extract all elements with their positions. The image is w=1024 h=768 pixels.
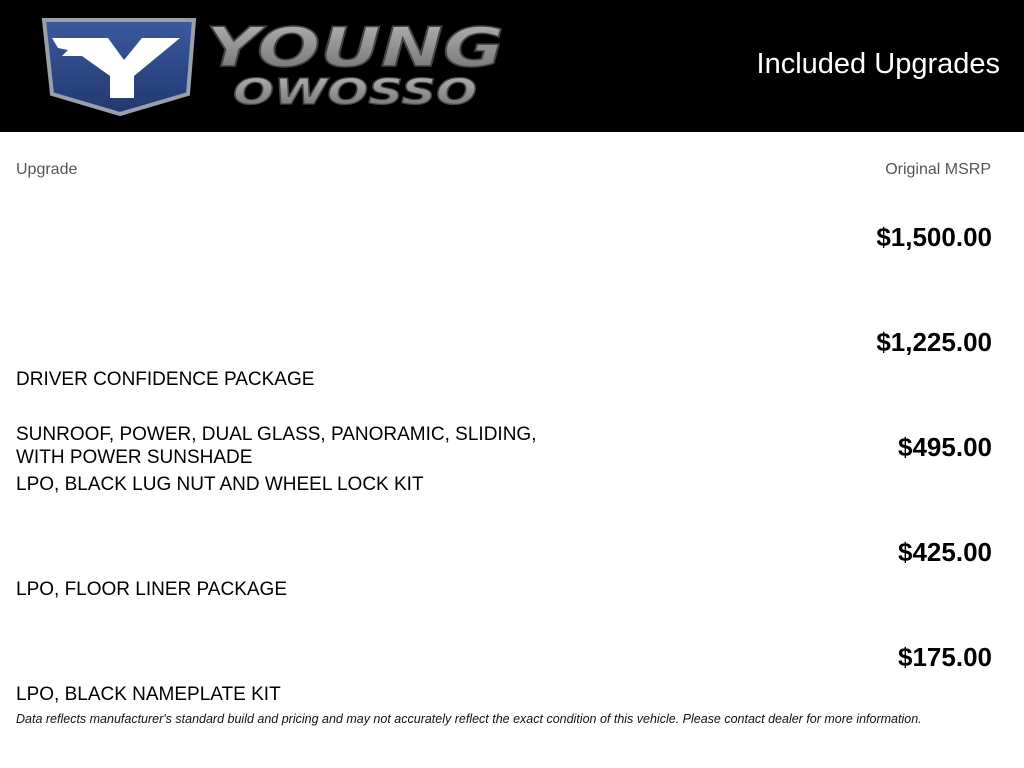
table-row xyxy=(0,305,1024,405)
column-header-upgrade: Upgrade xyxy=(16,161,78,178)
table-row xyxy=(0,515,1024,615)
table-row xyxy=(0,620,1024,720)
logo-text-owosso: OWOSSO xyxy=(233,72,477,113)
page-title: Included Upgrades xyxy=(756,48,1000,80)
upgrade-price: $1,500.00 xyxy=(876,222,992,252)
upgrade-price: $425.00 xyxy=(898,537,992,567)
logo-text-young: YOUNG xyxy=(206,16,504,79)
upgrade-price: $1,225.00 xyxy=(876,327,992,357)
upgrade-name: LPO, BLACK LUG NUT AND WHEEL LOCK KIT xyxy=(16,474,424,495)
upgrade-price: $495.00 xyxy=(898,432,992,462)
upgrade-name: SUNROOF, POWER, DUAL GLASS, PANORAMIC, SLIDING, WITH POWER SUNSHADE xyxy=(16,424,537,468)
dealer-logo xyxy=(38,14,508,118)
upgrade-name: LPO, FLOOR LINER PACKAGE xyxy=(16,579,288,600)
upgrade-name: LPO, BLACK NAMEPLATE KIT xyxy=(16,684,281,705)
upgrade-price: $175.00 xyxy=(898,642,992,672)
header-bar xyxy=(0,0,1024,132)
table-row xyxy=(0,410,1024,510)
upgrade-name: DRIVER CONFIDENCE PACKAGE xyxy=(16,369,315,390)
disclaimer-text: Data reflects manufacturer's standard build and pricing and may not accurately reflect the exact condition of this vehicle. Please contact dealer for more information. xyxy=(16,712,922,726)
column-header-msrp: Original MSRP xyxy=(885,161,991,178)
